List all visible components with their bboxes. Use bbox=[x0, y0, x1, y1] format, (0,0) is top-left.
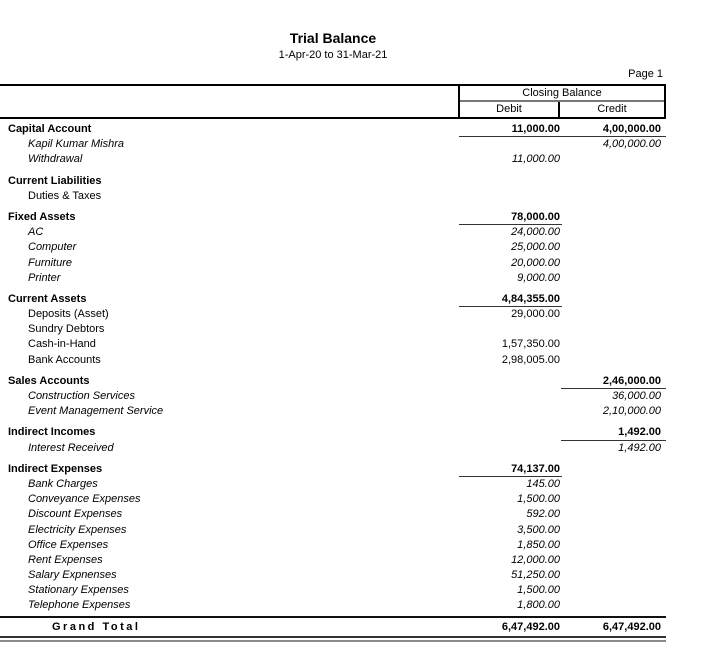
table-row bbox=[0, 307, 705, 322]
account-label: Cash-in-Hand bbox=[28, 338, 96, 351]
credit-amount: 4,00,000.00 bbox=[602, 138, 661, 151]
debit-amount: 12,000.00 bbox=[511, 553, 560, 566]
report-body bbox=[0, 122, 705, 614]
account-label: AC bbox=[28, 226, 44, 239]
account-label: Bank Accounts bbox=[28, 353, 101, 366]
table-row bbox=[0, 553, 705, 568]
debit-amount: 51,250.00 bbox=[511, 569, 560, 582]
grand-total-debit: 6,47,492.00 bbox=[501, 621, 560, 633]
debit-amount: 20,000.00 bbox=[511, 256, 560, 269]
debit-amount: 592.00 bbox=[526, 508, 560, 521]
account-label: Computer bbox=[28, 241, 77, 254]
table-row bbox=[0, 137, 705, 152]
table-row bbox=[0, 122, 705, 137]
table-row bbox=[0, 507, 705, 522]
credit-amount: 4,00,000.00 bbox=[602, 123, 661, 135]
account-label: Sales Accounts bbox=[8, 374, 90, 387]
table-row bbox=[0, 477, 705, 492]
account-label: Furniture bbox=[28, 256, 73, 269]
grand-total-label: Grand Total bbox=[52, 621, 141, 633]
table-row bbox=[0, 210, 705, 225]
table-row bbox=[0, 492, 705, 507]
table-row bbox=[0, 152, 705, 167]
debit-amount: 1,57,350.00 bbox=[501, 338, 560, 351]
account-label: Indirect Incomes bbox=[8, 426, 96, 439]
credit-amount: 36,000.00 bbox=[612, 390, 661, 402]
credit-amount: 1,492.00 bbox=[618, 426, 661, 439]
page-number: Page 1 bbox=[628, 68, 663, 80]
account-label: Construction Services bbox=[28, 390, 135, 402]
debit-amount: 24,000.00 bbox=[511, 226, 560, 239]
table-row bbox=[0, 322, 705, 337]
report-period: 1-Apr-20 to 31-Mar-21 bbox=[278, 49, 388, 61]
account-label: Electricity Expenses bbox=[28, 523, 127, 536]
account-label: Bank Charges bbox=[28, 477, 98, 490]
table-row bbox=[0, 225, 705, 240]
table-row bbox=[0, 292, 705, 307]
table-row bbox=[0, 425, 705, 440]
account-label: Fixed Assets bbox=[8, 210, 76, 223]
debit-amount: 74,137.00 bbox=[511, 462, 560, 475]
account-label: Deposits (Asset) bbox=[28, 308, 109, 321]
table-row bbox=[0, 568, 705, 583]
debit-amount: 1,500.00 bbox=[517, 584, 560, 597]
column-headers bbox=[460, 102, 664, 117]
debit-amount: 29,000.00 bbox=[511, 308, 560, 321]
table-row bbox=[0, 523, 705, 538]
debit-amount: 3,500.00 bbox=[517, 523, 560, 536]
account-label: Conveyance Expenses bbox=[28, 493, 141, 506]
account-label: Office Expenses bbox=[28, 538, 109, 551]
credit-amount: 2,46,000.00 bbox=[602, 374, 661, 387]
grand-total-section bbox=[0, 616, 666, 642]
account-label: Discount Expenses bbox=[28, 508, 123, 521]
debit-amount: 78,000.00 bbox=[511, 210, 560, 223]
account-label: Sundry Debtors bbox=[28, 323, 105, 336]
account-label: Current Assets bbox=[8, 292, 87, 305]
table-row bbox=[0, 189, 705, 204]
account-label: Printer bbox=[28, 271, 61, 284]
account-label: Telephone Expenses bbox=[28, 599, 131, 612]
account-label: Stationary Expenses bbox=[28, 584, 129, 597]
table-row bbox=[0, 374, 705, 389]
account-label: Capital Account bbox=[8, 123, 92, 135]
page-title: Trial Balance bbox=[289, 30, 377, 46]
table-row bbox=[0, 353, 705, 368]
table-row bbox=[0, 598, 705, 613]
account-label: Indirect Expenses bbox=[8, 462, 103, 475]
debit-amount: 11,000.00 bbox=[511, 123, 560, 135]
credit-column-header: Credit bbox=[597, 103, 627, 115]
bottom-double-rule bbox=[0, 636, 666, 642]
debit-amount: 1,500.00 bbox=[517, 493, 560, 506]
account-label: Rent Expenses bbox=[28, 553, 103, 566]
table-row bbox=[0, 240, 705, 255]
debit-amount: 25,000.00 bbox=[511, 241, 560, 254]
account-label: Kapil Kumar Mishra bbox=[28, 138, 124, 151]
table-row bbox=[0, 389, 705, 404]
account-label: Interest Received bbox=[28, 441, 114, 454]
table-row bbox=[0, 174, 705, 189]
debit-amount: 1,800.00 bbox=[517, 599, 560, 612]
grand-total-credit: 6,47,492.00 bbox=[602, 621, 661, 633]
table-row bbox=[0, 538, 705, 553]
account-label: Current Liabilities bbox=[8, 174, 102, 187]
table-row bbox=[0, 441, 705, 456]
credit-amount: 2,10,000.00 bbox=[602, 405, 661, 418]
closing-balance-box bbox=[458, 86, 666, 117]
debit-amount: 2,98,005.00 bbox=[501, 353, 560, 366]
debit-amount: 1,850.00 bbox=[517, 538, 560, 551]
account-label: Duties & Taxes bbox=[28, 189, 102, 202]
closing-balance-header: Closing Balance bbox=[460, 86, 664, 102]
credit-amount: 1,492.00 bbox=[618, 441, 661, 454]
debit-amount: 9,000.00 bbox=[517, 271, 560, 284]
table-header bbox=[0, 84, 666, 119]
account-label: Withdrawal bbox=[28, 153, 83, 166]
table-row bbox=[0, 271, 705, 286]
table-row bbox=[0, 404, 705, 419]
table-row bbox=[0, 583, 705, 598]
table-row bbox=[0, 337, 705, 352]
account-label: Salary Expnenses bbox=[28, 569, 117, 582]
table-row bbox=[0, 462, 705, 477]
debit-column-header: Debit bbox=[460, 102, 560, 117]
debit-amount: 11,000.00 bbox=[511, 153, 560, 166]
account-label: Event Management Service bbox=[28, 405, 164, 418]
grand-total-row bbox=[0, 618, 666, 636]
table-row bbox=[0, 256, 705, 271]
debit-amount: 145.00 bbox=[526, 477, 560, 490]
debit-amount: 4,84,355.00 bbox=[501, 292, 560, 305]
